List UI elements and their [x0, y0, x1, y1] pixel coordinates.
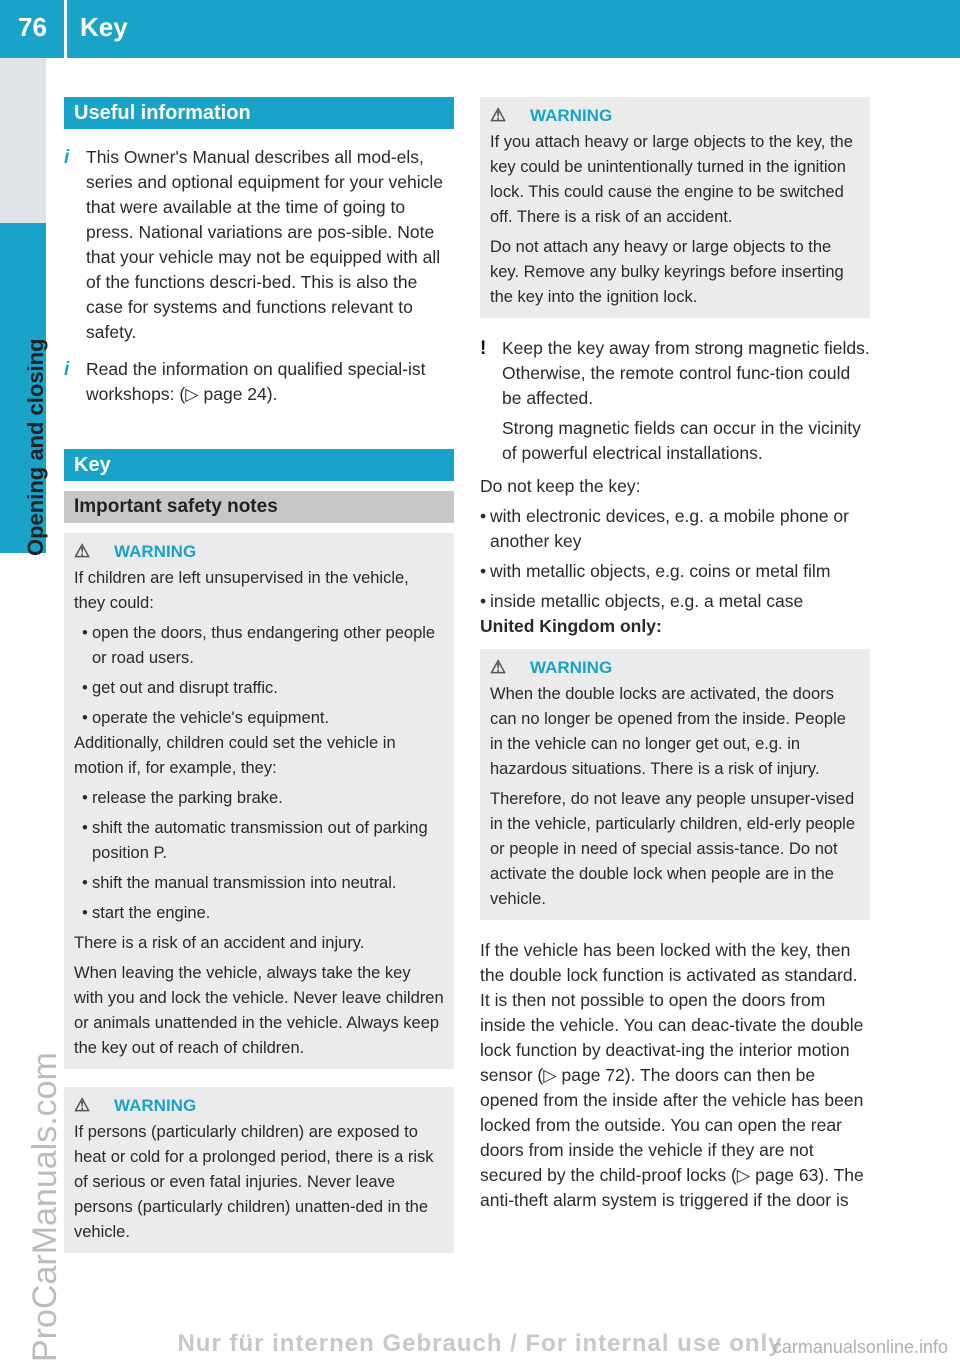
warning-box [64, 1087, 454, 1253]
list-item: • with electronic devices, e.g. a mobile phone or another key [480, 506, 849, 551]
warning-label: WARNING [114, 1096, 197, 1115]
page-number: 76 [18, 12, 47, 42]
key-heading: Key [64, 449, 454, 481]
warning-title [74, 539, 444, 564]
safety-notes-heading: Important safety notes [64, 491, 454, 523]
warning-text: Therefore, do not leave any people unsuper-vised in the vehicle, particularly children, eld-erly people or people in need of special assis-tance. Do not activate the double lock when people are in the vehicle. [490, 790, 856, 908]
info-icon: i [64, 359, 70, 380]
warning-box [480, 97, 870, 318]
warning-title [490, 103, 860, 128]
list-item: • start the engine. [82, 904, 211, 922]
caution-text: Strong magnetic fields can occur in the vicinity of powerful electrical installations. [502, 418, 861, 463]
side-bar [0, 58, 46, 223]
page-header [0, 0, 960, 58]
caution-text: Keep the key away from strong magnetic fields. Otherwise, the remote control func-tion could be affected. [502, 338, 870, 408]
left-column [64, 97, 454, 1253]
list-item: • open the doors, thus endangering other people or road users. [82, 624, 436, 667]
uk-only-label: United Kingdom only: [480, 616, 662, 636]
warning-title [490, 655, 860, 680]
info-note [64, 145, 454, 345]
warning-triangle-icon: ⚠ [74, 541, 91, 561]
list-item: • with metallic objects, e.g. coins or metal film [480, 561, 831, 581]
warning-text: Do not attach any heavy or large objects to the key. Remove any bulky keyrings before inserting the key into the ignition lock. [490, 238, 844, 306]
warning-text: Additionally, children could set the vehicle in motion if, for example, they: [74, 734, 396, 777]
warning-title [74, 1093, 444, 1118]
warning-text: If persons (particularly children) are exposed to heat or cold for a prolonged period, there is a risk of serious or even fatal injuries. Never leave persons (particularly children) unatten-ded in the vehicle. [74, 1123, 434, 1241]
page-title: Key [80, 12, 128, 42]
footer-site-watermark: carmanualsonline.info [772, 1337, 948, 1357]
list-item: • shift the automatic transmission out of parking position P. [82, 819, 428, 862]
info-text: Read the information on qualified special-ist workshops: (▷ page 24). [86, 359, 426, 404]
warning-box [64, 533, 454, 1069]
warning-triangle-icon: ⚠ [74, 1095, 91, 1115]
list-item: • operate the vehicle's equipment. [82, 709, 330, 727]
side-section-label: Opening and closing [23, 338, 48, 556]
warning-text: If you attach heavy or large objects to the key, the key could be unintentionally turned in the ignition lock. This could cause the engine to be switched off. There is a risk of an accident. [490, 133, 853, 226]
useful-info-heading: Useful information [64, 97, 454, 129]
warning-box [480, 649, 870, 920]
header-divider [64, 0, 67, 58]
footer-watermark: Nur für internen Gebrauch / For internal use only [177, 1330, 783, 1357]
exclamation-icon: ! [480, 338, 487, 359]
caution-note [480, 336, 870, 411]
info-icon: i [64, 147, 70, 168]
body-text: If the vehicle has been locked with the key, then the double lock function is activated as standard. It is then not possible to open the doors from inside the vehicle. You can deac-tivate the double lock function by deactivat-ing the interior motion sensor (▷ page 72). The doors can then be opened from the inside after the vehicle has been locked from the outside. You can open the rear doors from inside the vehicle if they are not secured by the child-proof locks (▷ page 63). The anti-theft alarm system is triggered if the door is [480, 940, 864, 1210]
warning-triangle-icon: ⚠ [490, 105, 507, 125]
side-watermark: ProCarManuals.com [26, 1052, 64, 1362]
right-column [480, 97, 870, 1213]
warning-label: WARNING [114, 542, 197, 561]
warning-text: When leaving the vehicle, always take the key with you and lock the vehicle. Never leave children or animals unattended in the vehicle. Always keep the key out of reach of children. [74, 964, 444, 1057]
warning-text: When the double locks are activated, the doors can no longer be opened from the inside. People in the vehicle can no longer get out, e.g. in hazardous situations. There is a risk of injury. [490, 685, 846, 778]
warning-triangle-icon: ⚠ [490, 657, 507, 677]
body-text: Do not keep the key: [480, 476, 641, 496]
list-item: • get out and disrupt traffic. [82, 679, 278, 697]
list-item: • inside metallic objects, e.g. a metal case [480, 591, 804, 611]
list-item: • release the parking brake. [82, 789, 283, 807]
info-text: This Owner's Manual describes all mod-els, series and optional equipment for your vehicle that were available at the time of going to press. National variations are pos-sible. Note that your vehicle may not be equipped with all of the functions descri-bed. This is also the case for systems and functions relevant to safety. [86, 147, 444, 342]
info-note [64, 357, 454, 407]
warning-label: WARNING [530, 658, 613, 677]
warning-label: WARNING [530, 106, 613, 125]
warning-text: There is a risk of an accident and injury. [74, 934, 365, 952]
list-item: • shift the manual transmission into neutral. [82, 874, 397, 892]
warning-text: If children are left unsupervised in the vehicle, they could: [74, 569, 409, 612]
